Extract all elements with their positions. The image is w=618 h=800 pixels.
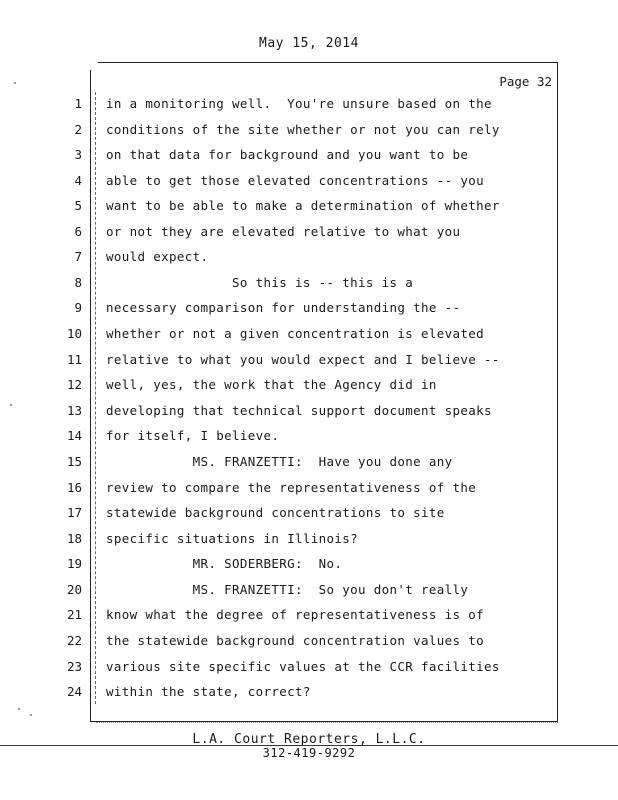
transcript-line bbox=[0, 582, 560, 602]
line-number: 12 bbox=[66, 377, 82, 392]
transcript-line bbox=[0, 505, 560, 525]
reporter-phone: 312-419-9292 bbox=[262, 746, 356, 760]
line-text: or not they are elevated relative to what you bbox=[106, 224, 461, 239]
transcript-line bbox=[0, 352, 560, 372]
line-number: 3 bbox=[74, 147, 82, 162]
line-text: MS. FRANZETTI: Have you done any bbox=[106, 454, 453, 469]
transcript-line bbox=[0, 122, 560, 142]
line-number: 16 bbox=[66, 480, 82, 495]
line-text: within the state, correct? bbox=[106, 684, 311, 699]
line-number: 14 bbox=[66, 428, 82, 443]
line-number: 11 bbox=[66, 352, 82, 367]
transcript-line bbox=[0, 403, 560, 423]
reporter-company: L.A. Court Reporters, L.L.C. bbox=[192, 732, 426, 747]
line-text: would expect. bbox=[106, 249, 209, 264]
line-text: review to compare the representativeness of the bbox=[106, 480, 477, 495]
line-number: 9 bbox=[74, 300, 82, 315]
transcript-date: May 15, 2014 bbox=[259, 36, 359, 51]
line-text: for itself, I believe. bbox=[106, 428, 280, 443]
line-number: 2 bbox=[74, 122, 82, 137]
transcript-line bbox=[0, 326, 560, 346]
transcript-line bbox=[0, 607, 560, 627]
page-number: Page 32 bbox=[499, 74, 552, 89]
line-text: conditions of the site whether or not you can rely bbox=[106, 122, 500, 137]
line-text: MS. FRANZETTI: So you don't really bbox=[106, 582, 469, 597]
line-number: 21 bbox=[66, 607, 82, 622]
line-number: 10 bbox=[66, 326, 82, 341]
transcript-line bbox=[0, 198, 560, 218]
scan-speck bbox=[18, 708, 20, 710]
line-number: 23 bbox=[66, 659, 82, 674]
transcript-line bbox=[0, 633, 560, 653]
line-text: know what the degree of representativeness is of bbox=[106, 607, 485, 622]
line-text: relative to what you would expect and I believe -- bbox=[106, 352, 500, 367]
transcript-line bbox=[0, 454, 560, 474]
transcript-line bbox=[0, 659, 560, 679]
line-text: the statewide background concentration values to bbox=[106, 633, 485, 648]
line-text: want to be able to make a determination of whether bbox=[106, 198, 500, 213]
line-text: So this is -- this is a bbox=[106, 275, 414, 290]
transcript-line bbox=[0, 224, 560, 244]
line-text: statewide background concentrations to site bbox=[106, 505, 445, 520]
line-number: 13 bbox=[66, 403, 82, 418]
line-number: 1 bbox=[74, 96, 82, 111]
line-text: MR. SODERBERG: No. bbox=[106, 556, 343, 571]
transcript-line bbox=[0, 173, 560, 193]
line-number: 7 bbox=[74, 249, 82, 264]
transcript-line bbox=[0, 428, 560, 448]
line-number: 5 bbox=[74, 198, 82, 213]
transcript-line bbox=[0, 684, 560, 704]
line-number: 22 bbox=[66, 633, 82, 648]
transcript-line bbox=[0, 377, 560, 397]
transcript-line bbox=[0, 556, 560, 576]
transcript-line bbox=[0, 96, 560, 116]
scan-speck bbox=[30, 714, 32, 716]
line-number: 18 bbox=[66, 531, 82, 546]
line-number: 4 bbox=[74, 173, 82, 188]
line-text: well, yes, the work that the Agency did in bbox=[106, 377, 437, 392]
line-text: whether or not a given concentration is elevated bbox=[106, 326, 485, 341]
transcript-line bbox=[0, 531, 560, 551]
line-text: various site specific values at the CCR facilities bbox=[106, 659, 500, 674]
footer-top-rule bbox=[96, 722, 558, 723]
line-number: 24 bbox=[66, 684, 82, 699]
line-number: 8 bbox=[74, 275, 82, 290]
scan-speck bbox=[14, 82, 16, 84]
line-text: specific situations in Illinois? bbox=[106, 531, 359, 546]
line-number: 20 bbox=[66, 582, 82, 597]
transcript-line bbox=[0, 300, 560, 320]
transcript-line bbox=[0, 249, 560, 269]
transcript-line bbox=[0, 275, 560, 295]
line-number: 15 bbox=[66, 454, 82, 469]
scan-speck bbox=[10, 404, 12, 406]
line-number: 19 bbox=[66, 556, 82, 571]
line-text: able to get those elevated concentrations -- you bbox=[106, 173, 485, 188]
transcript-line bbox=[0, 147, 560, 167]
line-text: developing that technical support document speaks bbox=[106, 403, 492, 418]
transcript-line bbox=[0, 480, 560, 500]
line-text: in a monitoring well. You're unsure based on the bbox=[106, 96, 492, 111]
line-number: 6 bbox=[74, 224, 82, 239]
line-text: on that data for background and you want to be bbox=[106, 147, 469, 162]
line-number: 17 bbox=[66, 505, 82, 520]
line-text: necessary comparison for understanding the -- bbox=[106, 300, 461, 315]
